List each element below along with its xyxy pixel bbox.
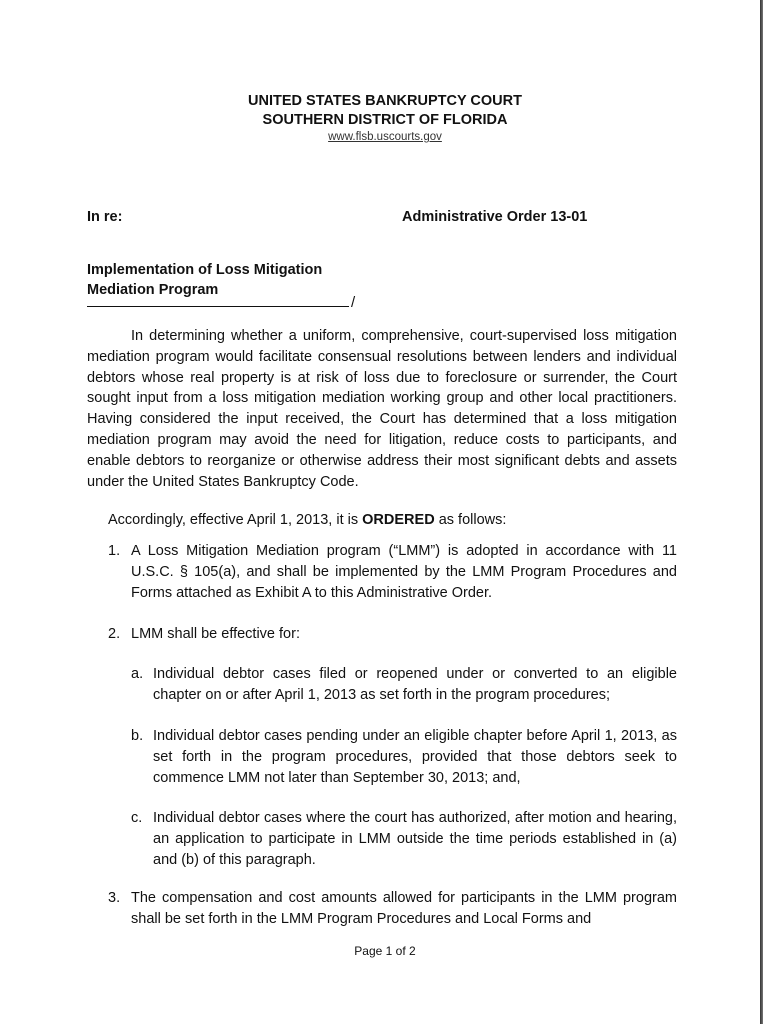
court-header	[0, 92, 770, 145]
ordered-text-post: as follows:	[434, 512, 507, 528]
court-district: SOUTHERN DISTRICT OF FLORIDA	[262, 112, 508, 128]
caption-underline	[87, 306, 349, 307]
page-number: Page 1 of 2	[354, 944, 416, 958]
matter-caption	[87, 260, 322, 300]
ordered-keyword: ORDERED	[362, 512, 435, 528]
subitem-a-number: a.	[131, 666, 144, 682]
matter-line-2: Mediation Program	[87, 282, 219, 298]
item-2-number: 2.	[108, 626, 121, 642]
caption-slash: /	[351, 294, 356, 311]
in-re-label: In re:	[87, 209, 123, 225]
ordered-paragraph	[108, 510, 506, 531]
item-3-text: The compensation and cost amounts allowed for participants in the LMM program shall be set forth in the LMM Program Procedures and Local Forms and	[131, 890, 677, 927]
subitem-c-number: c.	[131, 810, 143, 826]
item-1-text: A Loss Mitigation Mediation program (“LMM”) is adopted in accordance with 11 U.S.C. § 105(a), and shall be implemented by the LMM Program Procedures and Forms attached as Exhibit A to this Administrative Order.	[131, 543, 677, 601]
page-edge-scan-line	[760, 0, 763, 1024]
item-2-text: LMM shall be effective for:	[131, 626, 300, 642]
court-url-link[interactable]: www.flsb.uscourts.gov	[328, 131, 442, 143]
subitem-c-text: Individual debtor cases where the court has authorized, after motion and hearing, an application to participate in LMM outside the time periods established in (a) and (b) of this paragraph.	[153, 810, 677, 868]
court-name: UNITED STATES BANKRUPTCY COURT	[248, 93, 522, 109]
ordered-text-pre: Accordingly, effective April 1, 2013, it is	[108, 512, 363, 528]
item-1-number: 1.	[108, 543, 121, 559]
subitem-a-text: Individual debtor cases filed or reopened under or converted to an eligible chapter on or after April 1, 2013 as set forth in the program procedures;	[153, 666, 677, 703]
subitem-b-number: b.	[131, 728, 144, 744]
order-title: Administrative Order 13-01	[402, 209, 588, 225]
item-3-number: 3.	[108, 890, 121, 906]
subitem-b-text: Individual debtor cases pending under an eligible chapter before April 1, 2013, as set forth in the program procedures, provided that those debtors seek to commence LMM not later than September 30, 2013; and,	[153, 728, 677, 786]
matter-line-1: Implementation of Loss Mitigation	[87, 262, 323, 278]
intro-paragraph: In determining whether a uniform, comprehensive, court-supervised loss mitigation mediation program would facilitate consensual resolutions between lenders and individual debtors whose real property is at risk of loss due to foreclosure or surrender, the Court sought input from a loss mitigation mediation working group and other local practitioners. Having considered the input received, the Court has determined that a loss mitigation mediation program may avoid the need for litigation, reduce costs to participants, and enable debtors to reorganize or otherwise address their most significant debts and assets under the United States Bankruptcy Code.	[87, 328, 677, 490]
